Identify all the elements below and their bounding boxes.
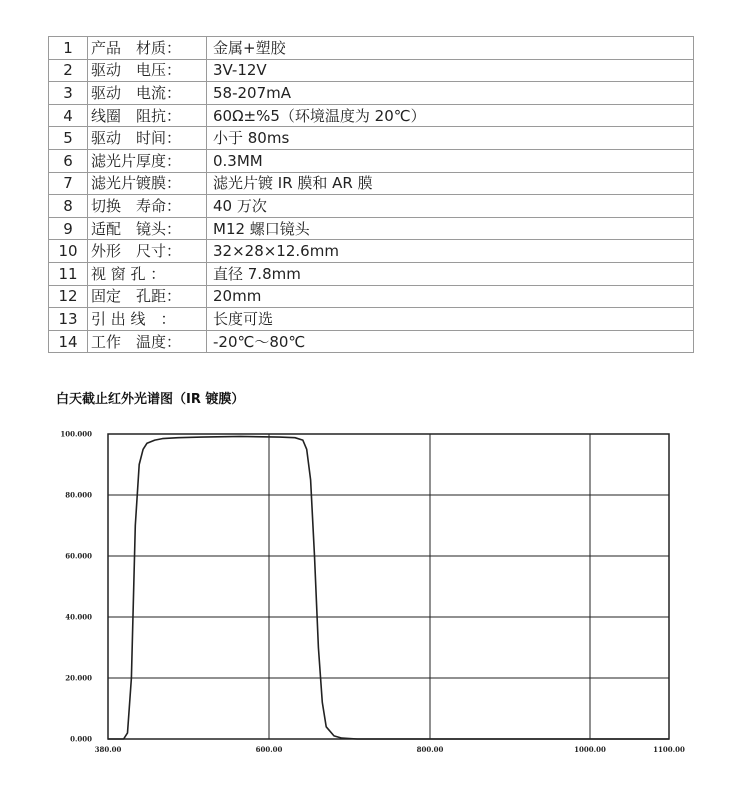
spec-row-number: 14 — [49, 330, 88, 353]
spec-row-value: -20℃～80℃ — [207, 330, 694, 353]
spec-row — [49, 330, 694, 353]
spec-row-number: 8 — [49, 195, 88, 218]
chart-title: 白天截止红外光谱图（IR 镀膜） — [56, 392, 245, 407]
spec-row — [49, 217, 694, 240]
spec-row-label: 线圈 阻抗： — [88, 104, 207, 127]
y-tick-label: 40.000 — [65, 612, 92, 622]
x-tick-label: 380.00 — [94, 745, 122, 754]
transmission-curve — [108, 436, 669, 739]
spec-row-value: 滤光片镀 IR 膜和 AR 膜 — [207, 172, 694, 195]
spec-row — [49, 285, 694, 308]
spec-row — [49, 149, 694, 172]
spec-row-label: 引 出 线 ： — [88, 308, 207, 331]
spec-row-number: 12 — [49, 285, 88, 308]
spec-row-number: 2 — [49, 59, 88, 82]
spec-row-number: 4 — [49, 104, 88, 127]
y-tick-label: 20.000 — [65, 673, 92, 683]
spec-row-value: 0.3MM — [207, 149, 694, 172]
spec-row-number: 10 — [49, 240, 88, 263]
spec-row-number: 1 — [49, 37, 88, 60]
x-tick-label: 600.00 — [255, 745, 283, 754]
x-tick-label: 1000.00 — [574, 745, 606, 754]
spec-row-label: 滤光片厚度： — [88, 149, 207, 172]
y-tick-label: 80.000 — [65, 490, 92, 500]
spectrum-chart — [0, 410, 750, 770]
spec-row-label: 切换 寿命： — [88, 195, 207, 218]
spec-row — [49, 240, 694, 263]
spec-row-number: 13 — [49, 308, 88, 331]
spec-row-label: 工作 温度： — [88, 330, 207, 353]
spec-row-label: 滤光片镀膜： — [88, 172, 207, 195]
spec-row-value: 60Ω±%5（环境温度为 20℃） — [207, 104, 694, 127]
y-tick-label: 0.000 — [70, 734, 92, 744]
spec-row — [49, 127, 694, 150]
spec-row — [49, 37, 694, 60]
x-tick-label: 1100.00 — [653, 745, 685, 754]
y-tick-label: 60.000 — [65, 551, 92, 561]
spec-row-label: 驱动 电压： — [88, 59, 207, 82]
spec-row-label: 固定 孔距： — [88, 285, 207, 308]
spec-row-label: 驱动 时间： — [88, 127, 207, 150]
spec-row — [49, 172, 694, 195]
spec-row-value: 小于 80ms — [207, 127, 694, 150]
spec-row-value: 58-207mA — [207, 82, 694, 105]
spec-row-number: 3 — [49, 82, 88, 105]
spec-row-number: 9 — [49, 217, 88, 240]
spec-row-number: 7 — [49, 172, 88, 195]
spec-row-value: 20mm — [207, 285, 694, 308]
y-tick-label: 100.000 — [60, 429, 92, 439]
spec-row-value: 3V-12V — [207, 59, 694, 82]
spec-row-label: 外形 尺寸： — [88, 240, 207, 263]
spec-table-body — [49, 37, 694, 353]
spec-row-value: 长度可选 — [207, 308, 694, 331]
spec-row — [49, 262, 694, 285]
x-tick-label: 800.00 — [416, 745, 444, 754]
spec-row — [49, 195, 694, 218]
spec-row-label: 产品 材质： — [88, 37, 207, 60]
spec-row-number: 5 — [49, 127, 88, 150]
spec-row-value: 金属+塑胶 — [207, 37, 694, 60]
spec-row-value: 直径 7.8mm — [207, 262, 694, 285]
spec-row-label: 视 窗 孔 ： — [88, 262, 207, 285]
spec-row-label: 驱动 电流： — [88, 82, 207, 105]
spec-row-number: 11 — [49, 262, 88, 285]
spec-row-value: M12 螺口镜头 — [207, 217, 694, 240]
spec-row-number: 6 — [49, 149, 88, 172]
spec-row-value: 40 万次 — [207, 195, 694, 218]
spec-table — [48, 36, 694, 353]
spec-row — [49, 308, 694, 331]
plot-frame — [108, 434, 669, 739]
spec-row — [49, 82, 694, 105]
spec-row — [49, 59, 694, 82]
spec-row-value: 32×28×12.6mm — [207, 240, 694, 263]
spec-row-label: 适配 镜头： — [88, 217, 207, 240]
spec-row — [49, 104, 694, 127]
